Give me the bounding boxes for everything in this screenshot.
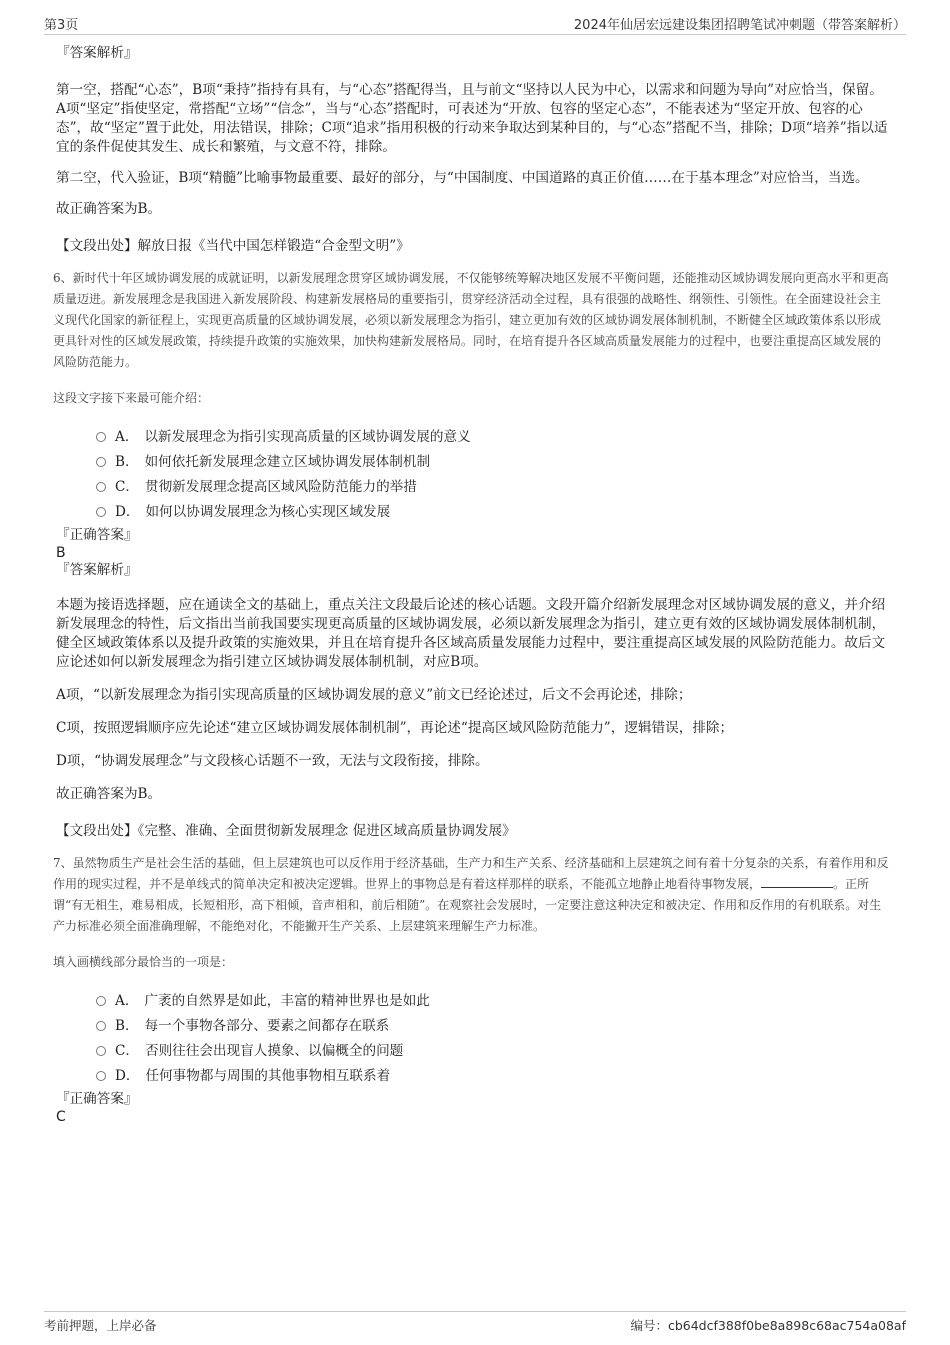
- fill-in-blank: [761, 875, 833, 888]
- q7-option-b[interactable]: B． 每一个事物各部分、要素之间都存在联系: [96, 1011, 890, 1036]
- q6-option-b[interactable]: B． 如何依托新发展理念建立区域协调发展体制机制: [96, 447, 890, 472]
- q6-prompt: 这段文字接下来最可能介绍：: [53, 391, 210, 405]
- q7-answer-label: 『正确答案』: [56, 1091, 138, 1107]
- radio-icon[interactable]: [96, 482, 106, 492]
- q5-analysis-label: 『答案解析』: [56, 45, 138, 61]
- q6-answer-label: 『正确答案』: [56, 527, 138, 543]
- q5-analysis-p1: 第一空，搭配“心态”，B项“秉持”指持有具有，与“心态”搭配得当，且与前文“坚持以人民为中心，以需求和问题为导向”对应恰当，保留。A项“坚定”指使坚定，常搭配“立场”“信念”，当与“心态”搭配时，可表述为“开放、包容的坚定心态”，不能表述为“坚定开放、包容的心态”，故“坚定”置于此处，用法错误，排除；C项“追求”指用积极的行动来争取达到某种目的，与“心态”搭配不当，排除；D项“培养”指以适宜的条件促使其发生、成长和繁殖，与文意不符，排除。: [56, 82, 888, 155]
- q7-answer: C: [56, 1109, 66, 1125]
- q6-question-text: 6、新时代十年区域协调发展的成就证明，以新发展理念贯穿区域协调发展，不仅能够统筹解决地区发展不平衡问题，还能推动区域协调发展向更高水平和更高质量迈进。新发展理念是我国进入新发展阶段、构建新发展格局的重要指引，贯穿经济活动全过程，具有很强的战略性、纲领性、引领性。在全面建设社会主义现代化国家的新征程上，实现更高质量的区域协调发展，必须以新发展理念为指引，建立更加有效的区域协调发展体制机制，不断健全区域政策体系以形成更具针对性的区域发展政策，持续提升政策的实施效果，加快构建新发展格局。同时，在培育提升各区域高质量发展能力的过程中，也要注重提高区域发展的风险防范能力。: [53, 271, 889, 369]
- footer-slogan: 考前押题，上岸必备: [44, 1318, 157, 1333]
- q6-analysis-d: D项，“协调发展理念”与文段核心话题不一致，无法与文段衔接，排除。: [56, 753, 489, 769]
- q6-option-d[interactable]: D． 如何以协调发展理念为核心实现区域发展: [96, 497, 890, 522]
- radio-icon[interactable]: [96, 1021, 106, 1031]
- q7-options: [96, 986, 890, 1086]
- q7-option-d[interactable]: D． 任何事物都与周围的其他事物相互联系着: [96, 1061, 890, 1086]
- q5-analysis-p2: 第二空，代入验证，B项“精髓”比喻事物最重要、最好的部分，与“中国制度、中国道路的真正价值……在于基本理念”对应恰当，当选。: [56, 170, 869, 186]
- page-content: [53, 44, 890, 1125]
- q6-options: [96, 422, 890, 522]
- page-header: [44, 12, 906, 35]
- radio-icon[interactable]: [96, 1071, 106, 1081]
- q6-analysis-p1: 本题为接语选择题，应在通读全文的基础上，重点关注文段最后论述的核心话题。文段开篇介绍新发展理念对区域协调发展的意义，并介绍新发展理念的特性，后文指出当前我国要实现更高质量的区域协调发展，必须以新发展理念为指引，建立更有效的区域协调发展体制机制，健全区域政策体系以及提升政策的实施效果，并且在培育提升各区域高质量发展能力过程中，要注重提高区域发展的风险防范能力。故后文应论述如何以新发展理念为指引建立区域协调发展体制机制，对应B项。: [56, 597, 886, 670]
- q5-conclusion: 故正确答案为B。: [56, 201, 162, 217]
- page-number: 第3页: [44, 17, 79, 33]
- radio-icon[interactable]: [96, 432, 106, 442]
- q6-option-a[interactable]: A． 以新发展理念为指引实现高质量的区域协调发展的意义: [96, 422, 890, 447]
- q5-source: 【文段出处】解放日报《当代中国怎样锻造“合金型文明”》: [56, 238, 410, 254]
- q6-source: 【文段出处】《完整、准确、全面贯彻新发展理念 促进区域高质量协调发展》: [56, 823, 516, 839]
- q7-option-a[interactable]: A． 广袤的自然界是如此，丰富的精神世界也是如此: [96, 986, 890, 1011]
- q6-conclusion: 故正确答案为B。: [56, 786, 162, 802]
- q6-answer: B: [56, 545, 66, 561]
- radio-icon[interactable]: [96, 457, 106, 467]
- document-id: 编号：cb64dcf388f0be8a898c68ac754a08af: [630, 1318, 906, 1333]
- q7-option-c[interactable]: C． 否则往往会出现盲人摸象、以偏概全的问题: [96, 1036, 890, 1061]
- q7-prompt: 填入画横线部分最恰当的一项是：: [53, 955, 234, 969]
- document-title: 2024年仙居宏远建设集团招聘笔试冲刺题（带答案解析）: [573, 17, 906, 33]
- q6-option-c[interactable]: C． 贯彻新发展理念提高区域风险防范能力的举措: [96, 472, 890, 497]
- radio-icon[interactable]: [96, 507, 106, 517]
- q7-question-text: 7、虽然物质生产是社会生活的基础，但上层建筑也可以反作用于经济基础，生产力和生产关系、经济基础和上层建筑之间有着十分复杂的关系，有着作用和反作用的现实过程，并不是单线式的简单决定和被决定逻辑。世界上的事物总是有着这样那样的联系，不能孤立地静止地看待事物发展， 。正所谓“有无相生，难易相成，长短相形，高下相倾，音声相和，前后相随”。在观察社会发展时，一定要注意这种决定和被决定、作用和反作用的有机联系。对生产力标准必须全面准确理解，不能绝对化，不能撇开生产关系、上层建筑来理解生产力标准。: [53, 856, 889, 933]
- page-footer: [44, 1311, 906, 1334]
- q6-analysis-a: A项，“以新发展理念为指引实现高质量的区域协调发展的意义”前文已经论述过，后文不会再论述，排除；: [56, 687, 692, 703]
- radio-icon[interactable]: [96, 1046, 106, 1056]
- q6-analysis-c: C项，按照逻辑顺序应先论述“建立区域协调发展体制机制”，再论述“提高区域风险防范能力”，逻辑错误，排除；: [56, 720, 734, 736]
- radio-icon[interactable]: [96, 996, 106, 1006]
- q6-analysis-label: 『答案解析』: [56, 562, 138, 578]
